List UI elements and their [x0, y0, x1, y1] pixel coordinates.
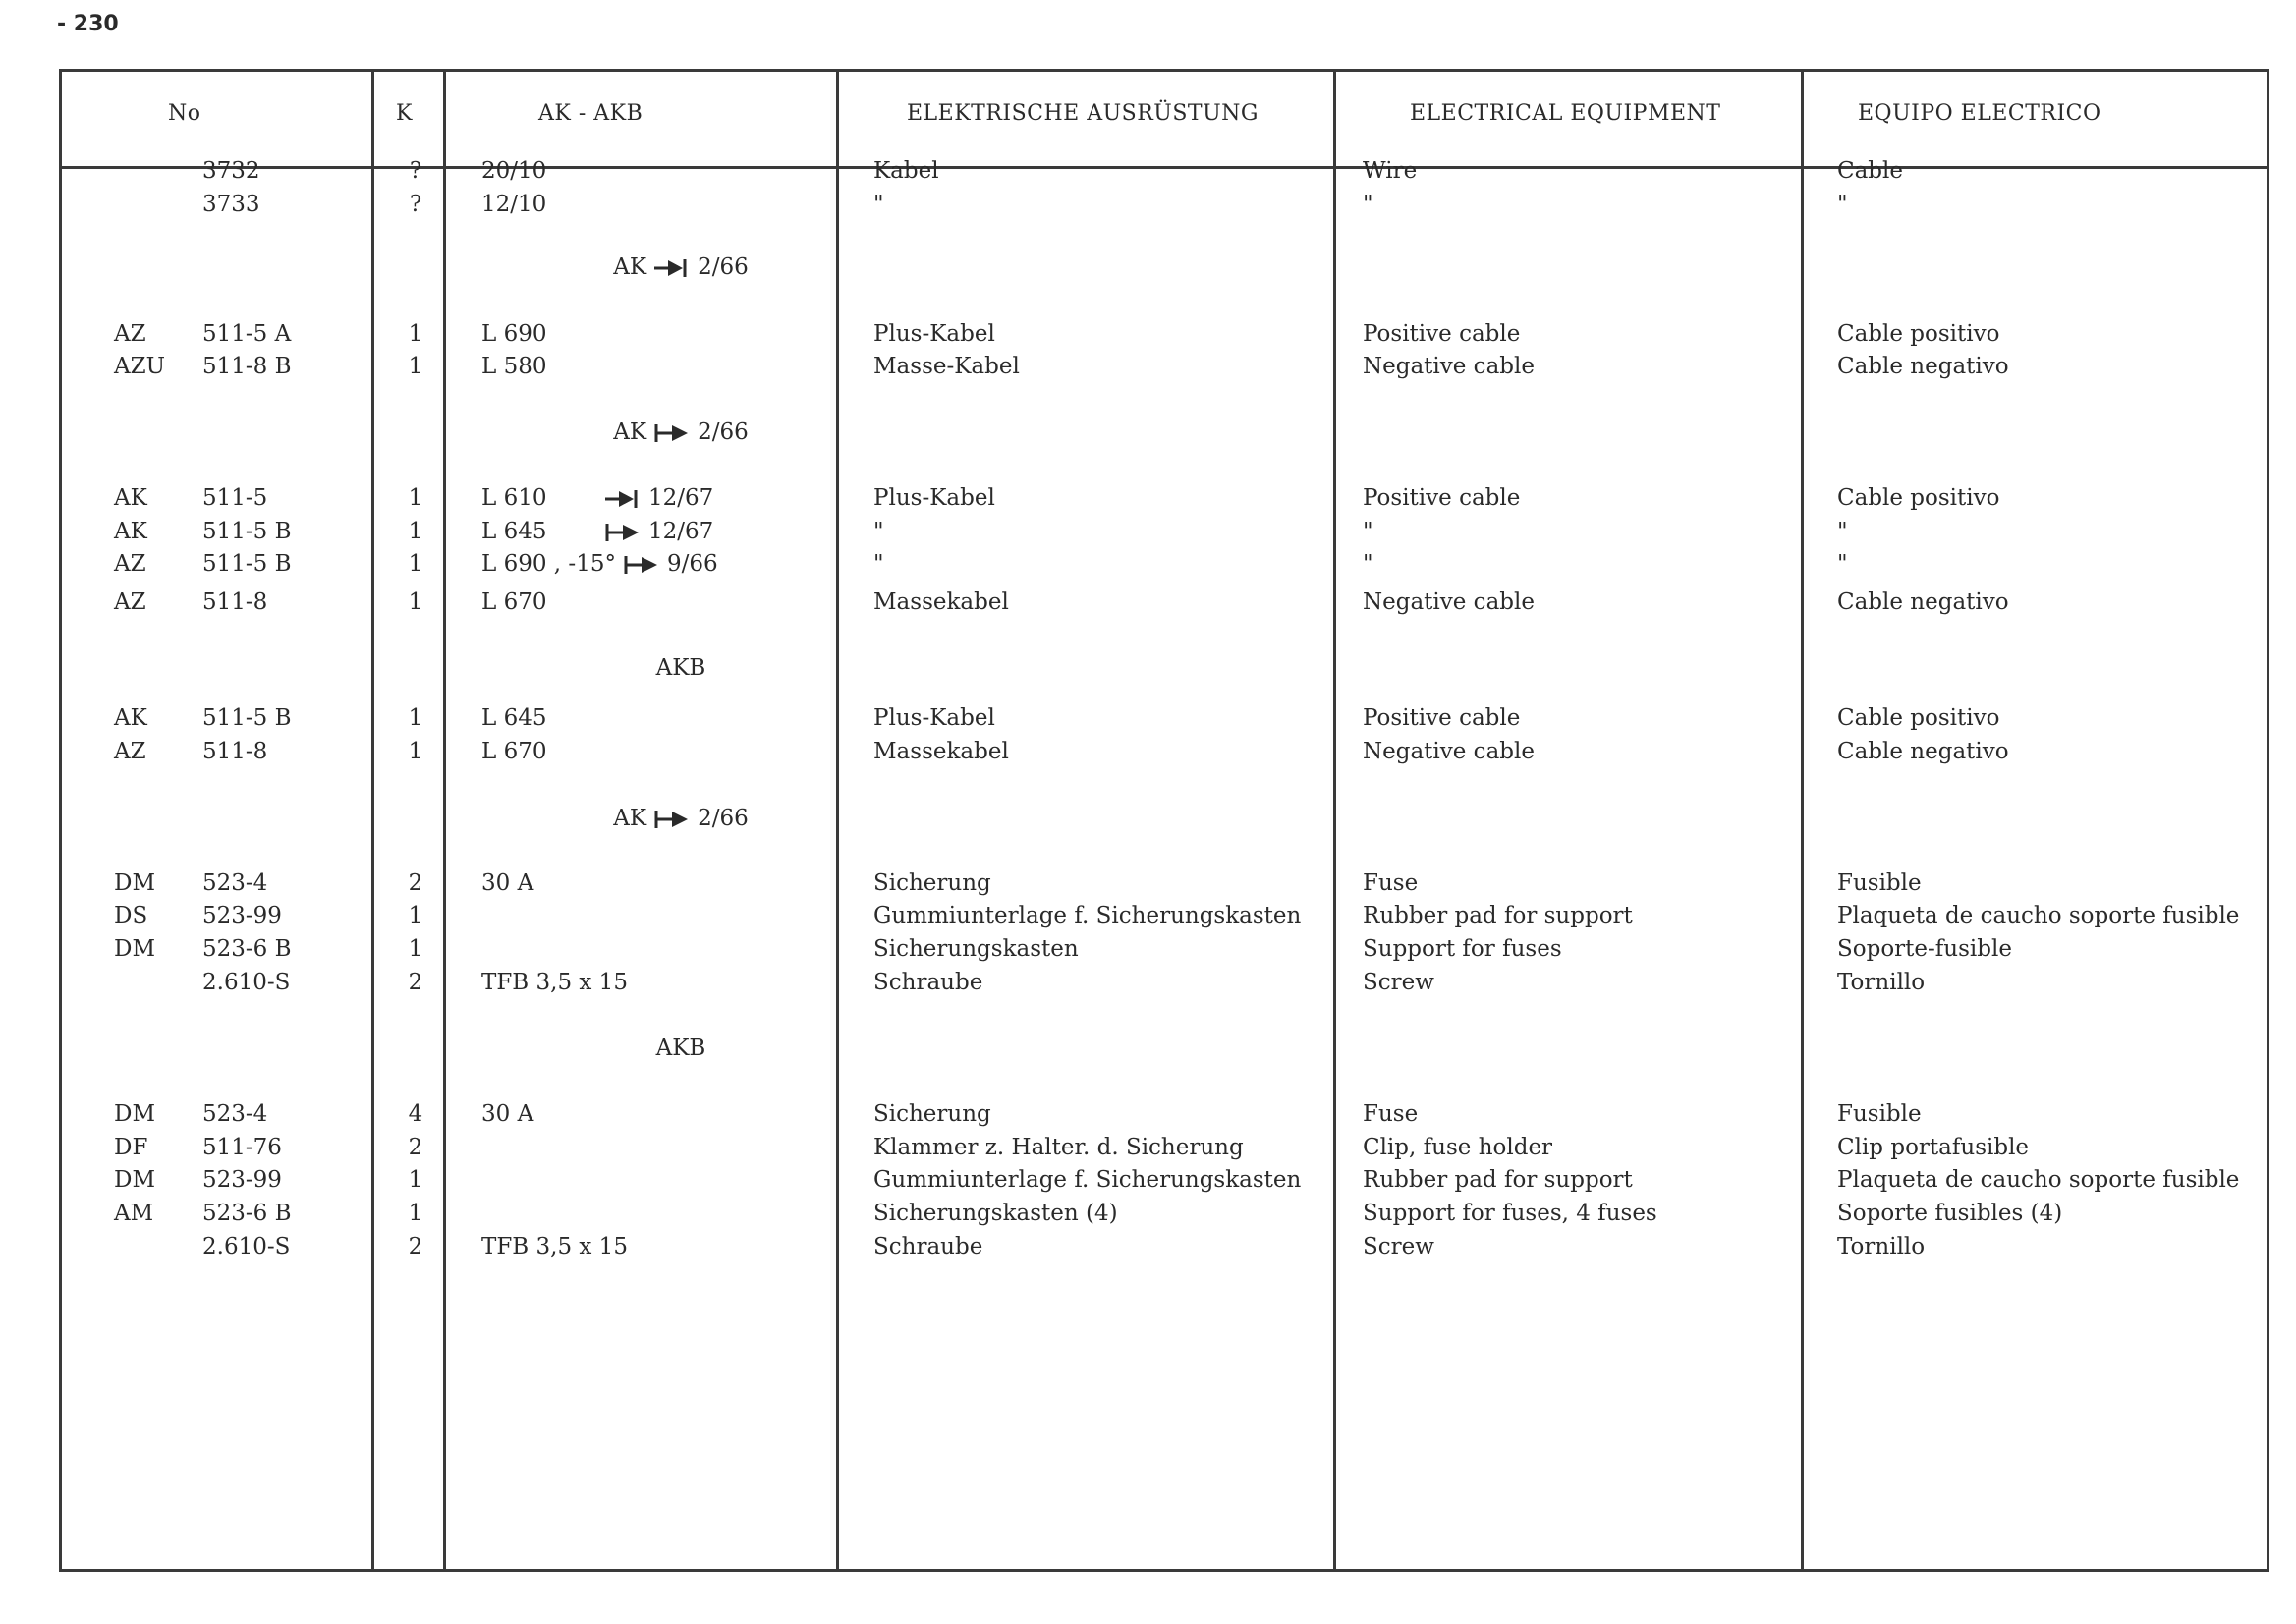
- part-prefix: AZ: [114, 551, 146, 577]
- model-spec: L 645: [481, 705, 547, 731]
- description-english: ": [1363, 551, 1373, 577]
- part-prefix: AZ: [114, 739, 146, 764]
- model-spec: [481, 519, 713, 544]
- description-english: ": [1363, 519, 1373, 544]
- part-prefix: AK: [114, 485, 147, 511]
- description-spanish: Cable negativo: [1837, 589, 2009, 615]
- description-german: Schraube: [873, 1234, 983, 1260]
- model-spec: L 580: [481, 354, 547, 379]
- part-number: 523-6 B: [202, 936, 292, 962]
- part-number: 523-99: [202, 1167, 282, 1193]
- description-spanish: Cable positivo: [1837, 705, 2000, 731]
- description-english: Fuse: [1363, 870, 1419, 896]
- description-spanish: Cable negativo: [1837, 739, 2009, 764]
- part-number: 511-8: [202, 739, 268, 764]
- part-number: 511-5: [202, 485, 268, 511]
- description-english: Rubber pad for support: [1363, 1167, 1633, 1193]
- description-spanish: ": [1837, 519, 1848, 544]
- description-spanish: Soporte-fusible: [1837, 936, 2012, 962]
- description-english: Negative cable: [1363, 354, 1535, 379]
- part-number: 3732: [202, 158, 260, 184]
- part-number: 2.610-S: [202, 970, 291, 995]
- part-prefix: AZ: [114, 321, 146, 347]
- description-english: Clip, fuse holder: [1363, 1135, 1553, 1160]
- part-number: 3733: [202, 192, 260, 217]
- effective-from-arrow-icon: [603, 522, 643, 543]
- description-german: Klammer z. Halter. d. Sicherung: [873, 1135, 1244, 1160]
- part-prefix: DM: [114, 870, 155, 896]
- description-english: Screw: [1363, 1234, 1434, 1260]
- quantity: 4: [408, 1101, 423, 1127]
- description-german: Plus-Kabel: [873, 705, 995, 731]
- quantity: 2: [408, 970, 423, 995]
- model-spec: L 670: [481, 739, 547, 764]
- description-german: Plus-Kabel: [873, 485, 995, 511]
- description-english: Positive cable: [1363, 485, 1521, 511]
- description-german: ": [873, 519, 884, 544]
- description-german: ": [873, 192, 884, 217]
- section-heading: [494, 254, 868, 280]
- effective-until-arrow-icon: [603, 488, 643, 510]
- model-spec: 30 A: [481, 870, 534, 896]
- description-english: Screw: [1363, 970, 1434, 995]
- quantity: 1: [408, 519, 423, 544]
- quantity: 1: [408, 739, 423, 764]
- part-prefix: DS: [114, 903, 148, 928]
- part-prefix: AZ: [114, 589, 146, 615]
- description-english: Positive cable: [1363, 321, 1521, 347]
- quantity: ?: [409, 158, 422, 184]
- description-german: Plus-Kabel: [873, 321, 995, 347]
- part-prefix: AZU: [114, 354, 165, 379]
- section-model: AKB: [655, 1036, 706, 1061]
- section-heading: [494, 655, 868, 681]
- model-spec-text: L 690 , -15°: [481, 551, 616, 577]
- part-prefix: DM: [114, 936, 155, 962]
- header-equipo-electrico: EQUIPO ELECTRICO: [1858, 101, 2101, 126]
- quantity: 1: [408, 589, 423, 615]
- section-heading: [494, 806, 868, 831]
- description-english: Fuse: [1363, 1101, 1419, 1127]
- header-elektrische-ausruestung: ELEKTRISCHE AUSRÜSTUNG: [907, 101, 1259, 126]
- section-model: AKB: [655, 655, 706, 681]
- section-heading: [494, 1036, 868, 1061]
- description-english: ": [1363, 192, 1373, 217]
- model-spec-date: 9/66: [666, 551, 718, 577]
- description-english: Support for fuses, 4 fuses: [1363, 1201, 1657, 1226]
- part-prefix: DF: [114, 1135, 148, 1160]
- quantity: 2: [408, 1135, 423, 1160]
- description-spanish: Cable: [1837, 158, 1904, 184]
- model-spec: 12/10: [481, 192, 547, 217]
- model-spec-date: 12/67: [648, 485, 714, 511]
- quantity: 1: [408, 705, 423, 731]
- section-model: AK: [613, 254, 647, 280]
- description-german: Massekabel: [873, 739, 1009, 764]
- model-spec-text: L 645: [481, 519, 547, 544]
- model-spec: TFB 3,5 x 15: [481, 970, 628, 995]
- model-spec: TFB 3,5 x 15: [481, 1234, 628, 1260]
- model-spec: L 690: [481, 321, 547, 347]
- description-spanish: Clip portafusible: [1837, 1135, 2030, 1160]
- description-spanish: Tornillo: [1837, 970, 1926, 995]
- part-prefix: AM: [114, 1201, 154, 1226]
- part-number: 511-5 B: [202, 705, 292, 731]
- model-spec-text: L 610: [481, 485, 547, 511]
- description-english: Negative cable: [1363, 589, 1535, 615]
- section-date: 2/66: [698, 806, 749, 831]
- part-number: 511-5 B: [202, 551, 292, 577]
- description-spanish: Tornillo: [1837, 1234, 1926, 1260]
- quantity: 1: [408, 551, 423, 577]
- part-prefix: DM: [114, 1101, 155, 1127]
- part-number: 2.610-S: [202, 1234, 291, 1260]
- header-ak-akb: AK - AKB: [538, 101, 644, 126]
- section-model: AK: [613, 806, 647, 831]
- effective-until-arrow-icon: [652, 257, 692, 279]
- description-spanish: Soporte fusibles (4): [1837, 1201, 2063, 1226]
- quantity: 2: [408, 870, 423, 896]
- part-number: 511-8 B: [202, 354, 292, 379]
- quantity: ?: [409, 192, 422, 217]
- description-spanish: Plaqueta de caucho soporte fusible: [1837, 903, 2240, 928]
- quantity: 1: [408, 485, 423, 511]
- description-spanish: Cable negativo: [1837, 354, 2009, 379]
- description-german: Schraube: [873, 970, 983, 995]
- description-english: Rubber pad for support: [1363, 903, 1633, 928]
- header-k: K: [396, 101, 413, 126]
- description-german: Sicherung: [873, 1101, 991, 1127]
- description-german: Kabel: [873, 158, 939, 184]
- description-english: Support for fuses: [1363, 936, 1562, 962]
- description-spanish: ": [1837, 551, 1848, 577]
- description-spanish: Fusible: [1837, 870, 1922, 896]
- part-number: 523-99: [202, 903, 282, 928]
- effective-from-arrow-icon: [652, 809, 692, 830]
- part-prefix: AK: [114, 705, 147, 731]
- description-german: Gummiunterlage f. Sicherungskasten: [873, 1167, 1302, 1193]
- quantity: 1: [408, 936, 423, 962]
- description-english: Positive cable: [1363, 705, 1521, 731]
- parts-table: [59, 69, 2269, 1572]
- part-number: 523-4: [202, 870, 268, 896]
- part-number: 523-4: [202, 1101, 268, 1127]
- model-spec: [481, 551, 718, 577]
- model-spec: [481, 485, 713, 511]
- section-date: 2/66: [698, 254, 749, 280]
- description-spanish: Cable positivo: [1837, 321, 2000, 347]
- part-number: 511-8: [202, 589, 268, 615]
- table-body: [62, 72, 2267, 1569]
- description-german: Sicherungskasten: [873, 936, 1079, 962]
- description-spanish: ": [1837, 192, 1848, 217]
- description-german: ": [873, 551, 884, 577]
- quantity: 1: [408, 1201, 423, 1226]
- description-spanish: Plaqueta de caucho soporte fusible: [1837, 1167, 2240, 1193]
- description-german: Masse-Kabel: [873, 354, 1020, 379]
- description-german: Massekabel: [873, 589, 1009, 615]
- quantity: 1: [408, 903, 423, 928]
- model-spec: 20/10: [481, 158, 547, 184]
- model-spec: L 670: [481, 589, 547, 615]
- header-electrical-equipment: ELECTRICAL EQUIPMENT: [1410, 101, 1721, 126]
- quantity: 1: [408, 354, 423, 379]
- section-model: AK: [613, 420, 647, 445]
- description-spanish: Cable positivo: [1837, 485, 2000, 511]
- description-english: Wire: [1363, 158, 1418, 184]
- header-no: No: [168, 101, 201, 126]
- section-date: 2/66: [698, 420, 749, 445]
- part-number: 523-6 B: [202, 1201, 292, 1226]
- part-prefix: DM: [114, 1167, 155, 1193]
- description-german: Sicherung: [873, 870, 991, 896]
- effective-from-arrow-icon: [622, 554, 661, 576]
- quantity: 1: [408, 1167, 423, 1193]
- quantity: 2: [408, 1234, 423, 1260]
- model-spec-date: 12/67: [648, 519, 714, 544]
- effective-from-arrow-icon: [652, 422, 692, 444]
- description-english: Negative cable: [1363, 739, 1535, 764]
- description-german: Sicherungskasten (4): [873, 1201, 1118, 1226]
- part-number: 511-5 B: [202, 519, 292, 544]
- page-number: - 230: [57, 12, 119, 36]
- part-number: 511-76: [202, 1135, 282, 1160]
- section-heading: [494, 420, 868, 445]
- description-spanish: Fusible: [1837, 1101, 1922, 1127]
- part-prefix: AK: [114, 519, 147, 544]
- quantity: 1: [408, 321, 423, 347]
- part-number: 511-5 A: [202, 321, 292, 347]
- model-spec: 30 A: [481, 1101, 534, 1127]
- description-german: Gummiunterlage f. Sicherungskasten: [873, 903, 1302, 928]
